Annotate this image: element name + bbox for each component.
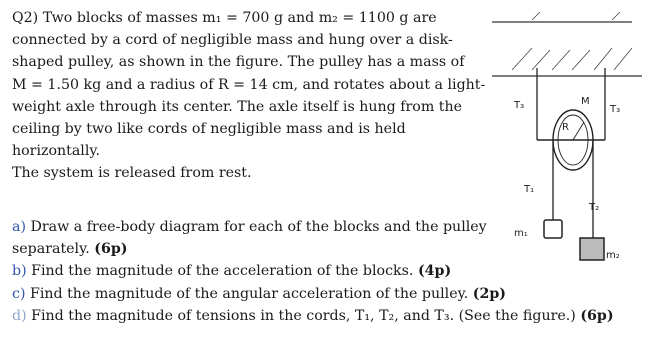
problem-line: ceiling by two like cords of negligible mass and is held horizontally. [12,121,406,160]
part-c-text: Find the magnitude of the angular acceleration of the pulley. [30,285,469,302]
part-b-points: (4p) [417,263,452,280]
label-t3-left: T₃ [514,100,525,111]
problem-line: Q2) Two blocks of masses m₁ = 700 g and m₂ = 1100 g are [12,10,437,26]
part-d-text: Find the magnitude of tensions in the cords, T₁, T₂, and T₃. (See the figure.) [31,307,576,324]
label-m1: m₁ [514,228,528,239]
part-a-points: (6p) [94,241,128,258]
label-t3-right: T₃ [610,104,621,115]
part-d-label: d) [12,307,27,324]
label-t1: T₁ [524,184,535,195]
part-c-points: (2p) [472,285,506,302]
part-a-label: a) [12,219,26,235]
problem-line: M = 1.50 kg and a radius of R = 14 cm, and rotates about a light- [12,76,486,93]
part-b-text: Find the magnitude of the acceleration of the blocks. [31,263,414,280]
part-b-label: b) [12,263,27,280]
ceiling-hatching [512,12,632,70]
part-a-text: Draw a free-body diagram for each of the blocks and the pulley [30,219,487,235]
part-a-text-continued: separately. [12,241,90,258]
radius-line [573,122,584,140]
label-pulley-mass: M [581,96,590,107]
problem-statement [12,7,492,185]
block-m1 [544,220,562,238]
part-d [12,305,652,327]
problem-line: The system is released from rest. [12,165,252,182]
part-d-points: (6p) [580,307,614,324]
label-m2: m₂ [606,250,620,261]
part-c [12,283,652,305]
problem-line: connected by a cord of negligible mass and hung over a disk- [12,32,453,49]
pulley-figure [492,8,652,280]
label-radius: R [562,122,569,133]
label-t2: T₂ [589,202,600,213]
problem-line: shaped pulley, as shown in the figure. The pulley has a mass of [12,54,465,71]
block-m2 [580,238,604,260]
part-c-label: c) [12,285,26,302]
problem-line: weight axle through its center. The axle itself is hung from the [12,98,463,115]
